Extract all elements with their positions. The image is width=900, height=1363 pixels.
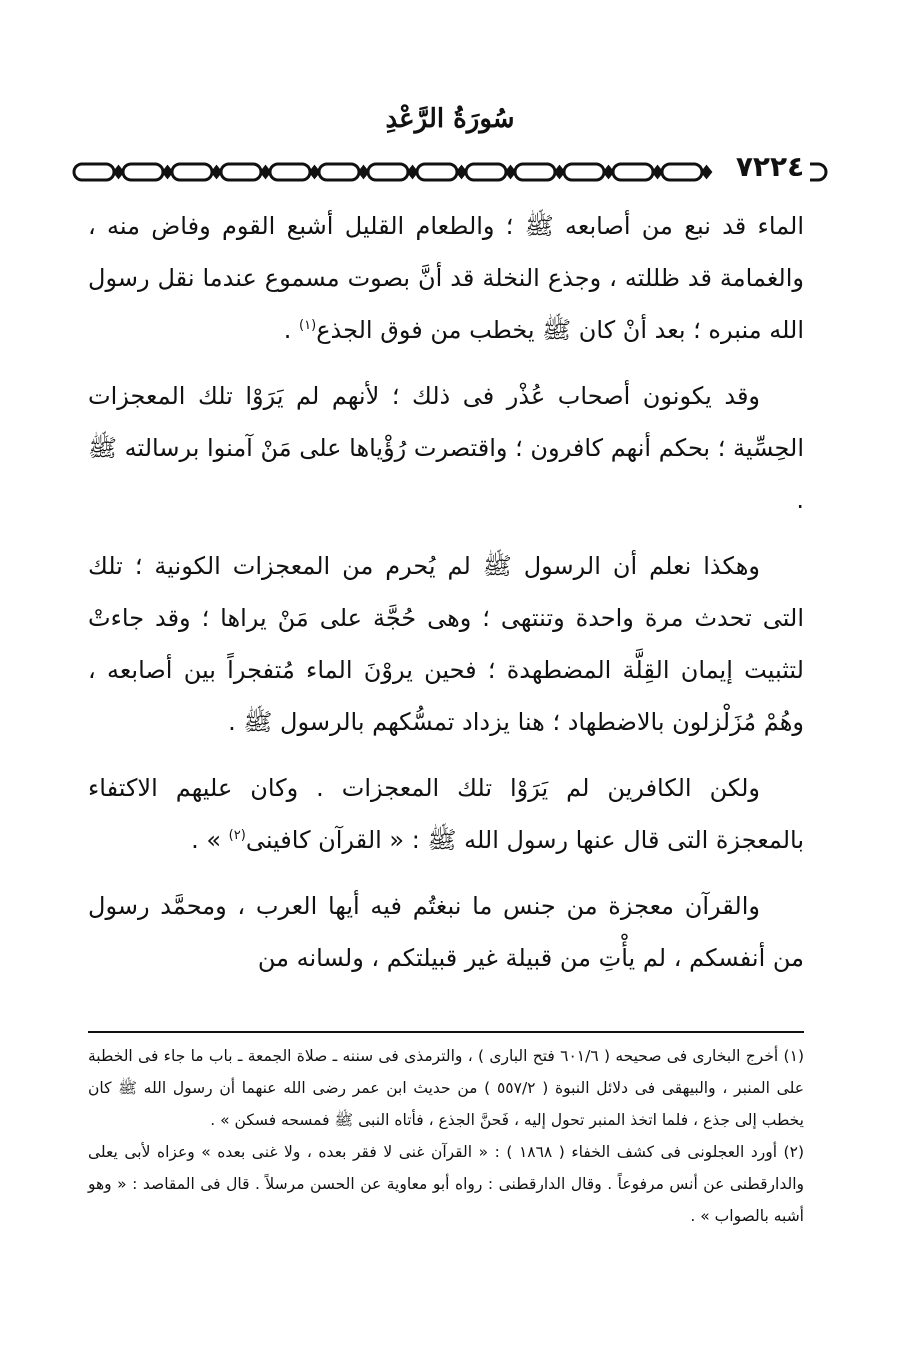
main-text [88, 200, 804, 998]
page-number: ٧٢٢٤ [730, 150, 810, 183]
paragraph-3: وهكذا نعلم أن الرسول ﷺ لم يُحرم من المعجزات الكونية ؛ تلك التى تحدث مرة واحدة وتنتهى ؛ وهى حُجَّة على مَنْ يراها ؛ وقد جاءتْ لتثبيت إيمان القِلَّة المضطهدة ؛ فحين يروْنَ الماء مُتفجراً بين أصابعه ، وهُمْ مُزَلْزلون بالاضطهاد ؛ هنا يزداد تمسُّكهم بالرسول ﷺ . [88, 552, 804, 736]
ornament-diamond [458, 167, 466, 177]
paragraph-1: الماء قد نبع من أصابعه ﷺ ؛ والطعام القليل أشبع القوم وفاض منه ، والغمامة قد ظللته ، وجذع النخلة قد أنَّ بصوت مسموع عندما نقل رسول الله منبره ؛ بعد أنْ كان ﷺ يخطب من فوق الجذع$^{(١)}$ . [88, 212, 804, 344]
ornament-link [515, 164, 555, 180]
ornament-link [221, 164, 261, 180]
footnote-ref-1[interactable]: (١) [299, 318, 317, 333]
footnotes [88, 1040, 804, 1232]
ornament-link [123, 164, 163, 180]
paragraph-4: ولكن الكافرين لم يَرَوْا تلك المعجزات . وكان عليهم الاكتفاء بالمعجزة التى قال عنها رسول الله ﷺ : « القرآن كافينى$^{(٢)}$ » . [88, 774, 804, 854]
ornament-link [368, 164, 408, 180]
ornament-diamond [507, 167, 515, 177]
ornament-diamond [360, 167, 368, 177]
surah-title: سُورَةُ الرَّعْدِ [385, 104, 515, 134]
footnote-divider [88, 1031, 804, 1033]
ornament-link [417, 164, 457, 180]
footnote-1-marker: (١) [783, 1047, 804, 1065]
ornament-diamond [115, 167, 123, 177]
ornament-diamond [703, 167, 711, 177]
ornament-link [270, 164, 310, 180]
ornament-diamond [556, 167, 564, 177]
footnote-ref-2[interactable]: (٢) [228, 828, 246, 843]
ornament-link [172, 164, 212, 180]
ornament-link [613, 164, 653, 180]
ornament-diamond [654, 167, 662, 177]
ornament-link [466, 164, 506, 180]
ornament-diamond [164, 167, 172, 177]
ornament-diamond [262, 167, 270, 177]
ornament-link [564, 164, 604, 180]
paragraph-5: والقرآن معجزة من جنس ما نبغتُم فيه أيها العرب ، ومحمَّد رسول من أنفسكم ، لم يأْتِ من قبيلة غير قبيلتكم ، ولسانه من [88, 892, 804, 972]
ornament-diamond [213, 167, 221, 177]
footnote-2-marker: (٢) [783, 1143, 804, 1161]
ornament-diamond [311, 167, 319, 177]
ornament-border [70, 155, 830, 189]
ornament-link [74, 164, 114, 180]
footnote-1: (١) أخرج البخارى فى صحيحه ( ٦٠١/٦ فتح البارى ) ، والترمذى فى سننه ـ صلاة الجمعة ـ باب ما جاء فى الخطبة على المنبر ، والبيهقى فى دلائل النبوة ( ٥٥٧/٢ ) من حديث ابن عمر رضى الله عنهما أن رسول الله ﷺ كان يخطب إلى جذع ، فلما اتخذ المنبر تحول إليه ، فَحنَّ الجذع ، فأتاه النبى ﷺ فمسحه فسكن » . [88, 1047, 804, 1129]
paragraph-2: وقد يكونون أصحاب عُذْر فى ذلك ؛ لأنهم لم يَرَوْا تلك المعجزات الحِسِّية ؛ بحكم أنهم كافرون ؛ واقتصرت رُؤْياها على مَنْ آمنوا برسالته ﷺ . [88, 382, 804, 514]
ornament-link [662, 164, 702, 180]
ornament-diamond [409, 167, 417, 177]
footnote-2: (٢) أورد العجلونى فى كشف الخفاء ( ١٨٦٨ ) : « القرآن غنى لا فقر بعده ، ولا غنى بعده » وعزاه لأبى يعلى والدارقطنى عن أنس مرفوعاً . وقال الدارقطنى : رواه أبو معاوية عن الحسن مرسلاً . قال فى المقاصد : « وهو أشبه بالصواب » . [88, 1143, 804, 1225]
ornament-link [319, 164, 359, 180]
ornament-diamond [605, 167, 613, 177]
